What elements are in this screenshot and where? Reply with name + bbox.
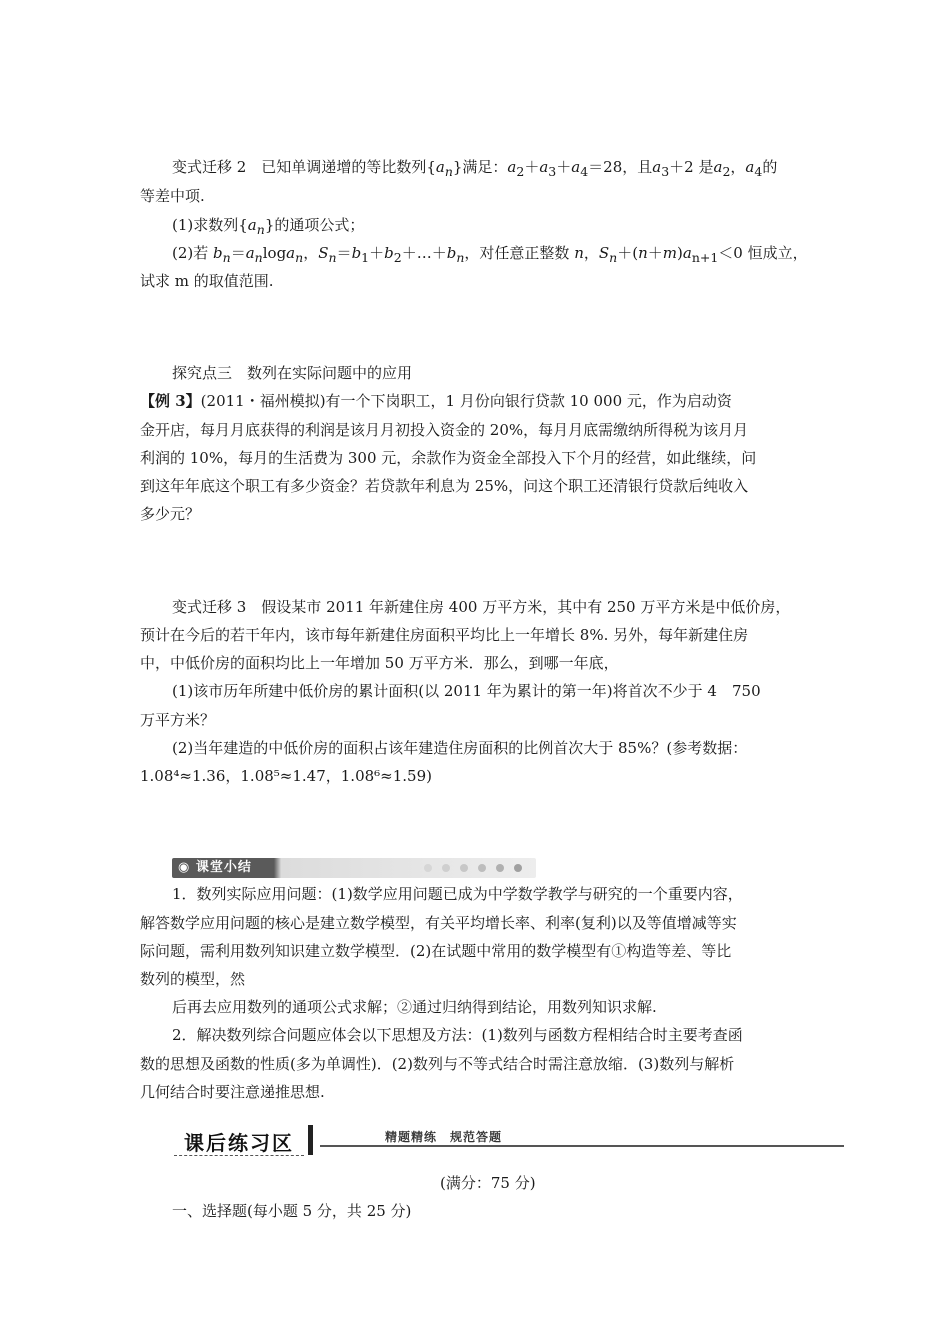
variant3-q2-line1: (2)当年建造的中低价房的面积占该年建造住房面积的比例首次大于 85%？(参考数据： bbox=[172, 739, 748, 757]
example3-line3: 利润的 10%，每月的生活费为 300 元，余款作为资金全部投入下个月的经营，如此继续，问 bbox=[140, 449, 757, 467]
text-seg: 课堂小结 bbox=[195, 860, 252, 875]
text-seg: 变式迁移 2 已知单调递增的等比数列{ bbox=[172, 158, 436, 176]
summary-p1-line3: 际问题，需利用数列知识建立数学模型．(2)在试题中常用的数学模型有①构造等差、等比 bbox=[140, 942, 732, 960]
summary-p2-line1: 2．解决数列综合问题应体会以下思想及方法：(1)数列与函数方程相结合时主要考查函 bbox=[172, 1026, 743, 1044]
text-seg: (2011・福州模拟)有一个下岗职工，1 月份向银行贷款 10 000 元，作为启动资 bbox=[200, 392, 732, 410]
example3-line4: 到这年年底这个职工有多少资金？若贷款年利息为 25%，问这个职工还清银行贷款后纯收入 bbox=[140, 477, 749, 495]
text-seg: (1)求数列{ bbox=[172, 216, 248, 234]
example3-line1 bbox=[140, 390, 732, 412]
summary-p1-line2: 解答数学应用问题的核心是建立数学模型，有关平均增长率、利率(复利)以及等值增减等实 bbox=[140, 914, 737, 932]
text-seg: ＜0 恒成立， bbox=[718, 244, 808, 262]
homework-section1: 一、选择题(每小题 5 分，共 25 分) bbox=[172, 1202, 412, 1220]
dot-icon bbox=[514, 864, 522, 872]
section3-heading: 探究点三 数列在实际问题中的应用 bbox=[172, 364, 413, 382]
dot-icon bbox=[460, 864, 468, 872]
summary-badge-label bbox=[178, 858, 252, 878]
variant3-line1: 变式迁移 3 假设某市 2011 年新建住房 400 万平方米，其中有 250 万平方米是中低价房， bbox=[172, 598, 791, 616]
dot-icon bbox=[496, 864, 504, 872]
homework-score: (满分：75 分) bbox=[440, 1174, 536, 1192]
summary-badge bbox=[172, 858, 536, 878]
dot-icon bbox=[478, 864, 486, 872]
target-icon: ◉ bbox=[178, 860, 191, 875]
variant3-reference-data: 1.08⁴≈1.36，1.08⁵≈1.47，1.08⁶≈1.59) bbox=[140, 767, 432, 785]
variant3-q1-line2: 万平方米？ bbox=[140, 711, 216, 729]
homework-header bbox=[172, 1125, 314, 1159]
dot-icon bbox=[442, 864, 450, 872]
text-seg: (2)若 bbox=[172, 244, 209, 262]
variant2-line2: 等差中项. bbox=[140, 187, 205, 205]
header-rule bbox=[320, 1145, 844, 1147]
homework-subtitle: 精题精练 规范答题 bbox=[385, 1130, 503, 1144]
example-tag: 【例 3】 bbox=[140, 392, 201, 410]
text-seg: 的 bbox=[762, 158, 778, 176]
text-seg: }的通项公式； bbox=[264, 216, 365, 234]
variant3-line3: 中，中低价房的面积均比上一年增加 50 万平方米．那么，到哪一年底， bbox=[140, 654, 619, 672]
summary-p2-line3: 几何结合时要注意递推思想. bbox=[140, 1083, 325, 1101]
variant3-line2: 预计在今后的若干年内，该市每年新建住房面积平均比上一年增长 8%. 另外，每年新建住房 bbox=[140, 626, 749, 644]
text-seg: ＝28，且 bbox=[588, 158, 653, 176]
homework-title: 课后练习区 bbox=[184, 1131, 294, 1155]
summary-p2-line2: 数的思想及函数的性质(多为单调性)．(2)数列与不等式结合时需注意放缩．(3)数列与解析 bbox=[140, 1055, 735, 1073]
dot-icon bbox=[424, 864, 432, 872]
variant2-q2: (2)若 $b_n=a_n\log a_n$，$S_n=b_1+b_2+\dots+b_n$，对任意正整数 n，$S_n+(n+m)a_{n+1}<0$ 恒成立， bbox=[172, 244, 808, 265]
summary-p1-line5: 后再去应用数列的通项公式求解；②通过归纳得到结论，用数列知识求解. bbox=[172, 998, 657, 1016]
variant2-q1: (1)求数列$\{a_n\}$的通项公式； bbox=[172, 216, 365, 237]
variant2-line1: 变式迁移 2 已知单调递增的等比数列$\{a_n\}$满足：$a_2+a_3+a_4=28$，且$a_3+2$ 是$a_2$，$a_4$的 bbox=[172, 158, 778, 179]
variant2-line5: 试求 m 的取值范围. bbox=[140, 272, 274, 290]
header-dash bbox=[174, 1155, 304, 1156]
summary-p1-line4: 数列的模型，然 bbox=[140, 970, 246, 988]
text-seg: }满足： bbox=[452, 158, 508, 176]
header-bar bbox=[308, 1125, 313, 1155]
example3-line5: 多少元？ bbox=[140, 505, 201, 523]
text-seg: ＋2 是 bbox=[669, 158, 714, 176]
example3-line2: 金开店，每月月底获得的利润是该月月初投入资金的 20%，每月月底需缴纳所得税为该月月 bbox=[140, 421, 749, 439]
summary-p1-line1: 1．数列实际应用问题：(1)数学应用问题已成为中学数学教学与研究的一个重要内容， bbox=[172, 885, 743, 903]
variant3-q1-line1: (1)该市历年所建中低价房的累计面积(以 2011 年为累计的第一年)将首次不少于 4 750 bbox=[172, 682, 761, 700]
text-seg: ，对任意正整数 bbox=[464, 244, 570, 262]
